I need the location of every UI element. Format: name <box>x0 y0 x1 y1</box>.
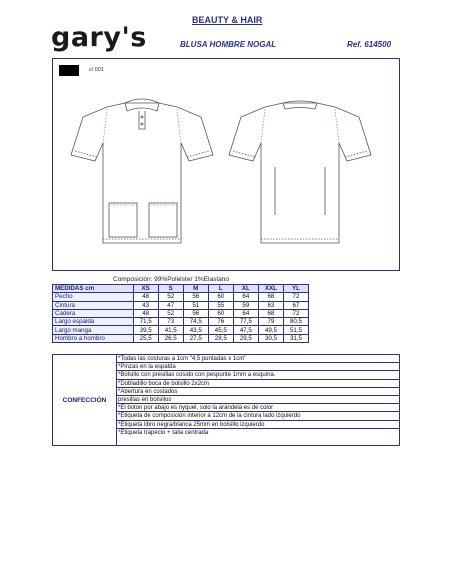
measures-header: MEDIDAS cm <box>53 285 134 293</box>
measure-label: Cintura <box>53 301 134 309</box>
measure-value: 28,5 <box>208 334 233 342</box>
measure-value: 47 <box>158 301 183 309</box>
size-column-header: XL <box>233 285 258 293</box>
measure-value: 31,5 <box>283 334 308 342</box>
size-column-header: L <box>208 285 233 293</box>
confeccion-note: *Abertura en costados <box>117 388 399 396</box>
size-table <box>52 284 309 343</box>
measure-value: 72 <box>283 293 308 301</box>
measure-value: 60 <box>208 309 233 317</box>
measure-value: 51 <box>183 301 208 309</box>
confeccion-note: *Etiqueta libro negra/blanca 25mm en bolsillo izquierdo <box>117 421 399 429</box>
measure-value: 64 <box>233 293 258 301</box>
confeccion-note: *Todas las costuras a 1cm "4,5 puntadas x 1cm" <box>117 355 399 363</box>
back-view <box>229 101 371 243</box>
model-name: BLUSA HOMBRE NOGAL <box>180 40 277 49</box>
color-code: c/ 001 <box>89 67 104 73</box>
measure-value: 56 <box>183 309 208 317</box>
brand-logo: gary's <box>51 22 147 53</box>
measure-value: 79 <box>258 318 283 326</box>
table-row <box>53 334 309 342</box>
confeccion-note: *Dobladillo boca de bolsillo 2x2cm <box>117 380 399 388</box>
measure-value: 48 <box>133 309 158 317</box>
table-row <box>53 301 309 309</box>
confeccion-note: *El boton por abajo es nyquel, solo la arandela es de color <box>117 404 399 412</box>
measure-value: 39,5 <box>133 326 158 334</box>
measure-value: 76 <box>208 318 233 326</box>
front-seam-marks <box>103 109 181 205</box>
table-row <box>53 318 309 326</box>
measure-value: 52 <box>158 293 183 301</box>
reference-number: Ref. 614500 <box>347 40 392 49</box>
garment-technical-sketch <box>53 59 401 272</box>
composition-text: Composición: 99%Poliéster 1%Elastano <box>113 276 229 283</box>
front-view <box>71 99 213 243</box>
measure-value: 47,5 <box>233 326 258 334</box>
measure-value: 67 <box>283 301 308 309</box>
collection-title: BEAUTY & HAIR <box>192 15 263 25</box>
measure-value: 26,5 <box>158 334 183 342</box>
measure-value: 29,5 <box>233 334 258 342</box>
measure-value: 49,5 <box>258 326 283 334</box>
confeccion-note: *Bolsillo con presillas cosido con pespunte 1mm a esquina. <box>117 371 399 379</box>
measure-value: 68 <box>258 309 283 317</box>
table-row <box>53 326 309 334</box>
measure-value: 45,5 <box>208 326 233 334</box>
confeccion-notes <box>117 355 399 445</box>
measure-label: Largo manga <box>53 326 134 334</box>
size-column-header: YL <box>283 285 308 293</box>
confeccion-label: CONFECCIÓN <box>53 355 117 445</box>
table-row <box>53 309 309 317</box>
confeccion-note: presillas en bolsillos <box>117 396 399 404</box>
confeccion-note: *Etiqueta trapecio + talla centrada <box>118 429 209 436</box>
table-row <box>53 293 309 301</box>
size-column-header: S <box>158 285 183 293</box>
garment-drawing-panel <box>52 58 400 271</box>
measure-value: 43,5 <box>183 326 208 334</box>
confeccion-note: *Etiqueta de composición interior a 12cm de la cintura lado izquierdo <box>117 412 399 420</box>
measure-value: 68 <box>258 293 283 301</box>
measure-label: Pecho <box>53 293 134 301</box>
measure-value: 27,5 <box>183 334 208 342</box>
measure-value: 63 <box>258 301 283 309</box>
size-column-header: XXL <box>258 285 283 293</box>
size-table-header-row <box>53 285 309 293</box>
measure-value: 77,5 <box>233 318 258 326</box>
measure-value: 43 <box>133 301 158 309</box>
measure-value: 64 <box>233 309 258 317</box>
back-seam-marks <box>261 109 339 143</box>
measure-value: 56 <box>183 293 208 301</box>
measure-label: Hombro a hombro <box>53 334 134 342</box>
measure-value: 30,5 <box>258 334 283 342</box>
measure-value: 80,5 <box>283 318 308 326</box>
measure-value: 25,5 <box>133 334 158 342</box>
measure-value: 51,5 <box>283 326 308 334</box>
measure-value: 52 <box>158 309 183 317</box>
measure-value: 72 <box>283 309 308 317</box>
measure-value: 74,5 <box>183 318 208 326</box>
measure-label: Largo espalda <box>53 318 134 326</box>
size-column-header: M <box>183 285 208 293</box>
measure-value: 71,5 <box>133 318 158 326</box>
measure-label: Cadera <box>53 309 134 317</box>
measure-value: 73 <box>158 318 183 326</box>
measure-value: 59 <box>233 301 258 309</box>
size-column-header: XS <box>133 285 158 293</box>
measure-value: 41,5 <box>158 326 183 334</box>
confeccion-panel <box>52 354 400 446</box>
measure-value: 48 <box>133 293 158 301</box>
measure-value: 55 <box>208 301 233 309</box>
confeccion-note: *Pinzas en la espalda <box>117 363 399 371</box>
measure-value: 60 <box>208 293 233 301</box>
